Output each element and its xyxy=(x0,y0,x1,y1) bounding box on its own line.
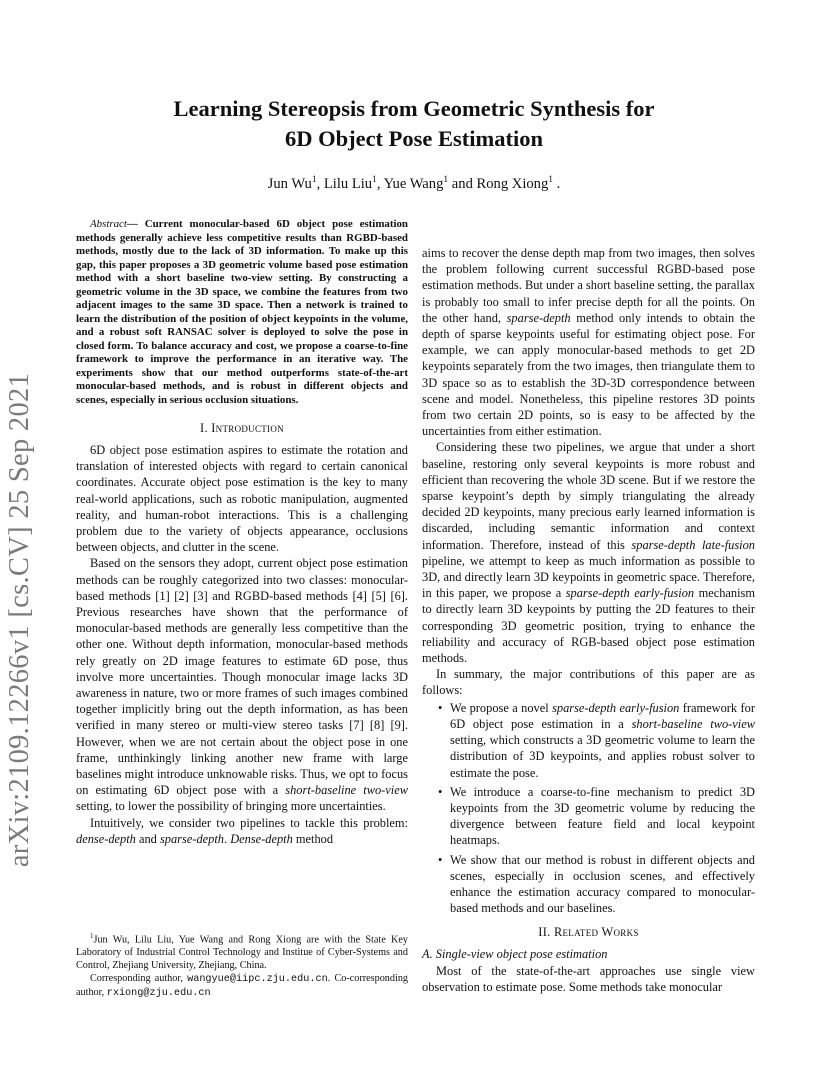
left-column xyxy=(76,218,408,847)
emphasis: sparse-depth xyxy=(506,310,571,325)
footnote-affiliation xyxy=(76,930,408,973)
contribution-list xyxy=(422,700,755,917)
emphasis: sparse-depth early-fusion xyxy=(552,700,680,715)
text-run: setting, which constructs a 3D geometric volume to learn the distribution of 3D keypoints, and applies robust solver to estimate the pose. xyxy=(450,733,755,780)
arxiv-side-identifier: arXiv:2109.12266v1 [cs.CV] 25 Sep 2021 xyxy=(4,372,35,868)
abstract-label: Abstract xyxy=(90,218,127,230)
intro-paragraph-3 xyxy=(76,815,408,847)
text-run: framework for 6D object pose estimation in a xyxy=(450,700,755,731)
footnote-mark: 1 xyxy=(90,932,94,940)
emphasis: dense-depth xyxy=(76,831,136,846)
title-line-2: 6D Object Pose Estimation xyxy=(284,126,544,151)
text-run: pipeline, we attempt to keep as much information as possible to 3D, and directly learn 3D keypoints in geometric space. Therefore, in this paper, we propose a xyxy=(422,553,755,601)
emphasis: short-baseline two-view xyxy=(631,716,755,731)
emphasis: sparse-depth xyxy=(159,831,224,846)
text-run: . xyxy=(223,831,231,846)
author-2: Lilu Liu xyxy=(323,175,373,192)
intro-paragraph-5: In summary, the major contributions of this paper are as follows: xyxy=(422,667,755,698)
author-end: . xyxy=(553,175,561,192)
abstract xyxy=(76,218,408,407)
affiliation-mark: 1 xyxy=(311,175,317,185)
text-run: and xyxy=(135,831,160,846)
text-run: Based on the sensors they adopt, current object pose estimation methods can be roughly categorized into two classes: monocular-based methods [1] [2] [3] and RGBD-based methods [4] [5] [6]. Previous researches have shown that the performance of monocular-based methods are generally less competitive than the other one. Without depth information, monocular-based methods rely greatly on 2D image features to estimate 6D pose, thus involve more uncertainties. Though monocular image lacks 3D awareness in nature, two or more frames of such images combined together implicitly bring out the depth information, as has been verified in many stereo or multi-view stereo tasks [7] [8] [9]. However, when we are not certain about the object pose in one frame, unthinkingly linking another new frame with large baselines might introduce unknowable risks. Thus, we opt to focus on estimating 6D object pose with a xyxy=(76,556,408,798)
title-line-1: Learning Stereopsis from Geometric Synthesis for xyxy=(173,96,655,121)
contribution-item xyxy=(438,784,755,849)
text-run: We show that our method is robust in different objects and scenes, especially in occlusion scenes, and effectively enhance the estimation accuracy compared to monocular-based methods and our baselines. xyxy=(450,852,755,916)
footnotes xyxy=(76,930,408,1000)
author-separator: , xyxy=(376,175,384,192)
section-heading-introduction: I. Introduction xyxy=(200,421,284,435)
text-run: Jun Wu, Lilu Liu, Yue Wang and Rong Xiong are with the State Key Laboratory of Industrial Control Technology and Institue of Cyber-Systems and Control, Zhejiang University, Zhejiang, China. xyxy=(76,934,408,971)
text-run: Intuitively, we consider two pipelines to tackle this problem: xyxy=(90,815,408,830)
abstract-dash: — xyxy=(126,218,145,230)
bullet-icon: • xyxy=(438,784,443,799)
author-list xyxy=(100,171,728,193)
emphasis: short-baseline two-view xyxy=(285,783,408,798)
emphasis: sparse-depth early-fusion xyxy=(565,586,695,601)
email-address: wangyue@iipc.zju.edu.cn xyxy=(187,973,328,985)
text-run: method xyxy=(292,831,334,846)
text-run: method only intends to obtain the depth of sparse keypoints useful for estimating object pose. For example, we can apply monocular-based methods to get 2D keypoints separately from the two images, then triangulate them to 3D space so as to establish the 3D-3D correspondence between scene and model. Nonetheless, this pipeline restores 3D points from two certain 2D points, so is easy to be affected by the uncertainties from either estimation. xyxy=(422,310,755,439)
text-run: mechanism to directly learn 3D keypoints by putting the 2D features to their corresponding 3D geometric position, trying to enhance the reliability and accuracy of RGB-based object pose estimation methods. xyxy=(422,586,756,666)
author-3: Yue Wang xyxy=(383,175,444,192)
author-conjunction: and xyxy=(448,175,477,192)
author-4: Rong Xiong xyxy=(476,175,549,192)
affiliation-mark: 1 xyxy=(548,175,554,185)
text-run: . Co-corresponding author, xyxy=(76,972,409,998)
contribution-item xyxy=(438,852,755,917)
bullet-icon: • xyxy=(438,700,443,715)
author-separator: , xyxy=(316,175,324,192)
affiliation-mark: 1 xyxy=(443,175,449,185)
footnote-corresponding xyxy=(76,973,408,1001)
contribution-item xyxy=(438,700,755,781)
text-run: Considering these two pipelines, we argue that under a short baseline, restoring only several keypoints is more robust and efficient than recovering the whole 3D scene. But if we restore the sparse keypoint’s depth by simply triangulating the already decided 2D keypoints, many precious early learned information is discarded, including semantic information and context information. Therefore, instead of this xyxy=(422,440,755,552)
abstract-text: Current monocular-based 6D object pose estimation methods generally achieve less competitive results than RGBD-based methods, mostly due to the lack of 3D information. To make up this gap, this paper proposes a 3D geometric volume based pose estimation method with a short baseline two-view setting. By constructing a geometric volume in the 3D space, we combine the features from two adjacent images to the same 3D space. Then a network is trained to learn the distribution of the position of object keypoints in the volume, and a robust soft RANSAC solver is deployed to solve the pose in closed form. To balance accuracy and cost, we propose a coarse-to-fine framework to improve the performance in an iterative way. The experiments show that our method outperforms state-of-the-art monocular-based methods, and is robust in different objects and scenes, especially in serious occlusion situations. xyxy=(76,218,408,406)
affiliation-mark: 1 xyxy=(372,175,377,185)
text-run: setting, to lower the possibility of bringing more uncertainties. xyxy=(76,799,386,814)
text-run: We introduce a coarse-to-fine mechanism to predict 3D keypoints from the 3D geometric volume by reducing the divergence between feature field and local keypoint heatmaps. xyxy=(450,784,755,848)
right-column xyxy=(422,245,755,995)
emphasis: sparse-depth late-fusion xyxy=(631,537,755,552)
text-run: aims to recover the dense depth map from two images, then solves the problem following current successful RGBD-based pose estimation methods. But under a short baseline setting, the parallax is probably too small to infer precise depth for all the points. On the other hand, xyxy=(422,246,755,325)
intro-paragraph-2 xyxy=(76,555,408,814)
emphasis: Dense-depth xyxy=(230,831,293,846)
subsection-heading-single-view: A. Single-view object pose estimation xyxy=(422,947,608,962)
author-1: Jun Wu xyxy=(267,175,312,192)
related-paragraph-1: Most of the state-of-the-art approaches use single view observation to estimate pose. Some methods take monocular xyxy=(422,963,755,994)
intro-paragraph-3-continued xyxy=(422,245,755,439)
bullet-icon: • xyxy=(438,852,443,867)
paper-title xyxy=(100,94,728,154)
intro-paragraph-1: 6D object pose estimation aspires to estimate the rotation and translation of interested objects with regard to certain canonical coordinates. Accurate object pose estimation is the key to many real-world applications, such as robotic manipulation, augmented reality, and human-robot interactions. This is a challenging problem due to the variety of objects appearance, occlusions between objects, and clutter in the scene. xyxy=(76,443,408,555)
intro-paragraph-4 xyxy=(422,439,755,666)
section-heading-related-works: II. Related Works xyxy=(538,925,639,940)
text-run: We propose a novel xyxy=(450,700,553,715)
text-run: Corresponding author, xyxy=(90,972,188,984)
email-address: rxiong@zju.edu.cn xyxy=(106,987,211,999)
